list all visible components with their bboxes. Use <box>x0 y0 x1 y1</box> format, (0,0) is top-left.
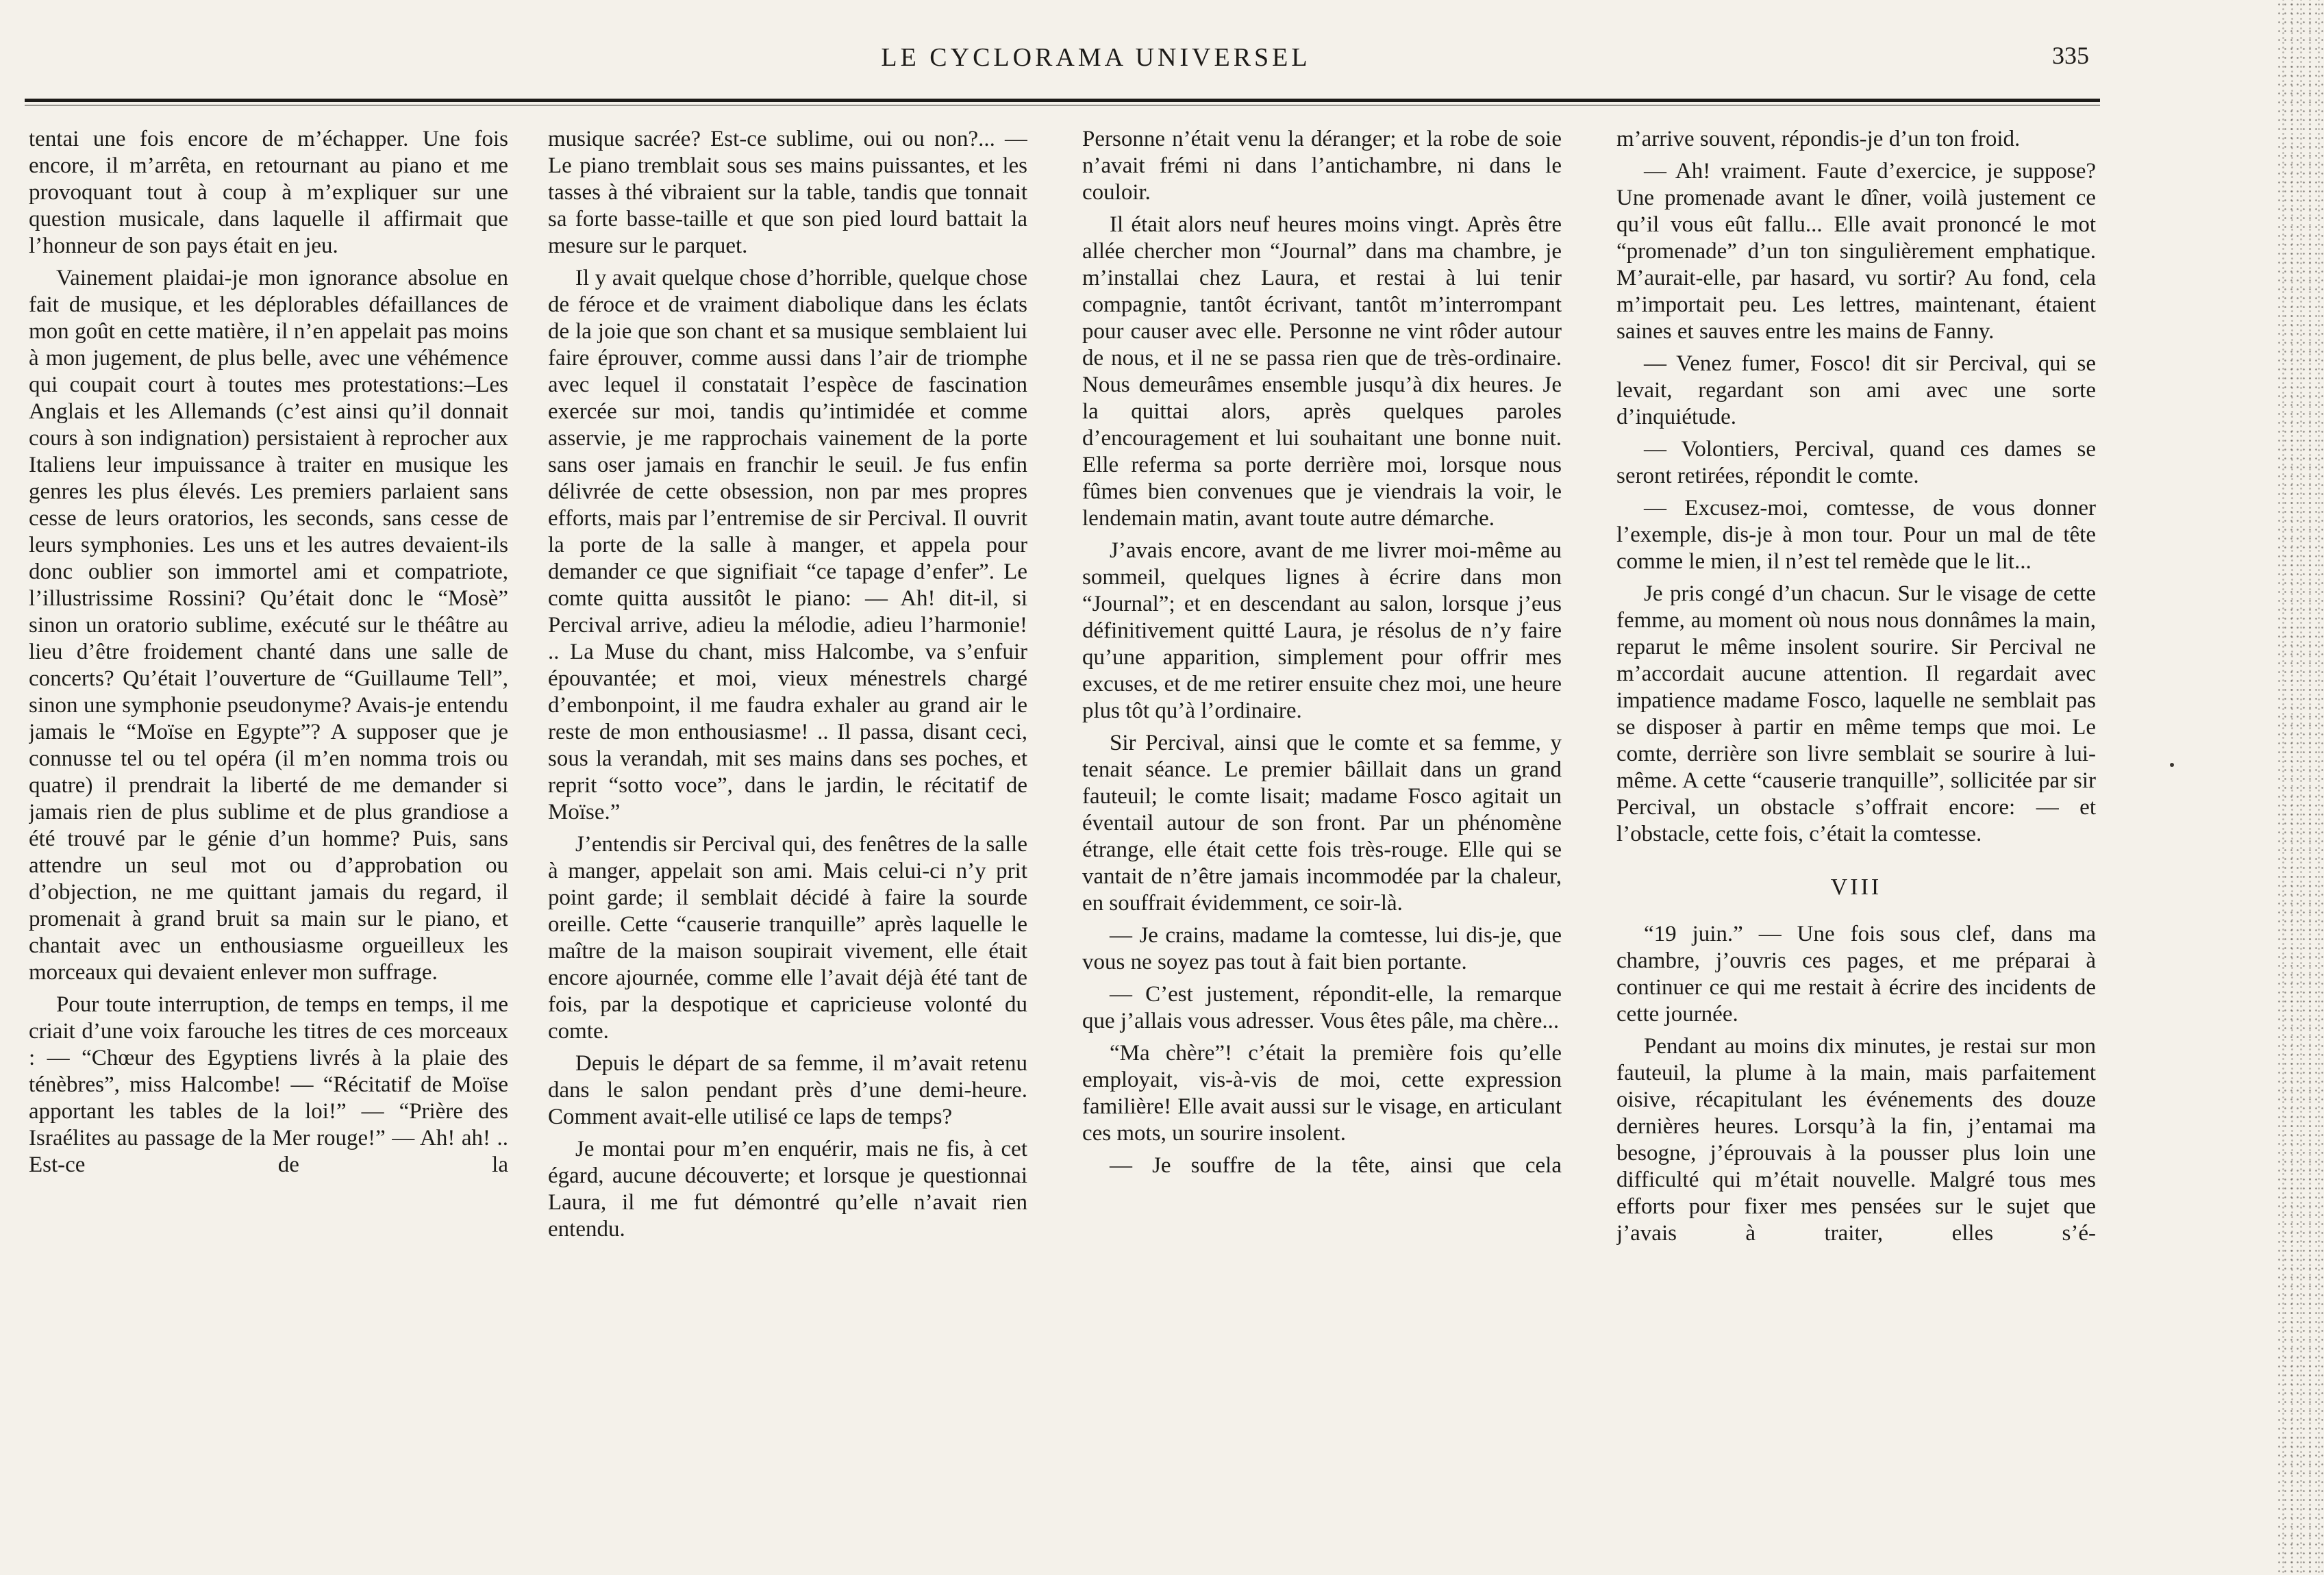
text-column-3 <box>1082 126 1562 1372</box>
paragraph: Pour toute interruption, de temps en temps, il me criait d’une voix farouche les titres de ces morceaux : — “Chœur des Egyptiens livrés à la plaie des ténèbres”, miss Halcombe! — “Récitatif de Moïse apportant les tables de la loi!” — “Prière des Israélites au passage de la Mer rouge!” — Ah! ah! .. Est-ce de la <box>29 992 508 1177</box>
header-rule-thick <box>25 99 2100 102</box>
page-number: 335 <box>2052 42 2089 69</box>
paragraph: Pendant au moins dix minutes, je restai sur mon fauteuil, la plume à la main, mais parfaitement oisive, récapitulant les événements des douze dernières heures. Lorsqu’à la fin, j’entamai ma besogne, j’éprouvais à la pousser plus loin une difficulté qui m’était nouvelle. Malgré tous mes efforts pour fixer mes pensées sur le sujet que j’avais à traiter, elles s’é- <box>1616 1034 2096 1246</box>
paragraph: Il était alors neuf heures moins vingt. Après être allée chercher mon “Journal” dans ma chambre, je m’installai chez Laura, et restai à lui tenir compagnie, tantôt écrivant, tantôt m’interrompant pour causer avec elle. Personne ne vint rôder autour de nous, et il ne se passa rien que de très-ordinaire. Nous demeurâmes ensemble jusqu’à dix heures. Je la quittai alors, après quelques paroles d’encouragement et lui souhaitant une bonne nuit. Elle referma sa porte derrière moi, lorsque nous fûmes bien convenues que je viendrais la voir, le lendemain matin, avant toute autre démarche. <box>1082 212 1562 531</box>
paragraph: Je pris congé d’un chacun. Sur le visage de cette femme, au moment où nous nous donnâmes la main, reparut le même insolent sourire. Sir Percival ne m’accordait aucune attention. Il regardait avec impatience madame Fosco, laquelle ne semblait pas se disposer à partir en même temps que moi. Le comte, derrière son livre semblait se sourire à lui-même. A cette “causerie tranquille”, sollicitée par sir Percival, un obstacle s’offrait encore: — et l’obstacle, cette fois, c’était la comtesse. <box>1616 581 2096 846</box>
paragraph: Je montai pour m’en enquérir, mais ne fis, à cet égard, aucune découverte; et lorsque je questionnai Laura, il me fut démontré qu’elle n’avait rien entendu. <box>548 1137 1027 1242</box>
text-column-1 <box>29 126 508 1372</box>
paragraph: — Volontiers, Percival, quand ces dames se seront retirées, répondit le comte. <box>1616 437 2096 488</box>
paragraph: Depuis le départ de sa femme, il m’avait retenu dans le salon pendant près d’une demi-heure. Comment avait-elle utilisé ce laps de temps? <box>548 1051 1027 1129</box>
paragraph: — Je crains, madame la comtesse, lui dis-je, que vous ne soyez pas tout à fait bien portante. <box>1082 923 1562 974</box>
scan-margin-noise <box>2276 0 2324 1575</box>
paragraph: — Venez fumer, Fosco! dit sir Percival, qui se levait, regardant son ami avec une sorte d’inquiétude. <box>1616 351 2096 429</box>
running-title: LE CYCLORAMA UNIVERSEL <box>881 43 1311 72</box>
paragraph: J’avais encore, avant de me livrer moi-même au sommeil, quelques lignes à écrire dans mon “Journal”; et en descendant au salon, lorsque j’eus définitivement quitté Laura, je résolus de n’y faire qu’une apparition, simplement pour offrir mes excuses, et de me retirer ensuite chez moi, une heure plus tôt qu’à l’ordinaire. <box>1082 538 1562 723</box>
paragraph: Sir Percival, ainsi que le comte et sa femme, y tenait séance. Le premier bâillait dans un grand fauteuil; le comte lisait; madame Fosco agitait un éventail autour de son front. Par un phénomène étrange, elle était cette fois très-rouge. Elle qui se vantait de n’être jamais incommodée par la chaleur, en souffrait évidemment, ce soir-là. <box>1082 731 1562 916</box>
paragraph: Personne n’était venu la déranger; et la robe de soie n’avait frémi ni dans l’antichambre, ni dans le couloir. <box>1082 127 1562 205</box>
paragraph: m’arrive souvent, répondis-je d’un ton froid. <box>1616 127 2021 151</box>
paragraph: “19 juin.” — Une fois sous clef, dans ma chambre, j’ouvris ces pages, et me préparai à continuer ce qui me restait à écrire des incidents de cette journée. <box>1616 922 2096 1026</box>
paragraph: “Ma chère”! c’était la première fois qu’elle employait, vis-à-vis de moi, cette expression familière! Elle avait aussi sur le visage, en articulant ces mots, un sourire insolent. <box>1082 1041 1562 1146</box>
paragraph: — Ah! vraiment. Faute d’exercice, je suppose? Une promenade avant le dîner, voilà justement ce qu’il vous eût fallu... Elle avait prononcé le mot “promenade” d’un ton singulièrement emphatique. M’aurait-elle, par hasard, vu sortir? Au fond, cela m’importait peu. Les lettres, maintenant, étaient saines et sauves entre les mains de Fanny. <box>1616 159 2096 344</box>
paragraph: Il y avait quelque chose d’horrible, quelque chose de féroce et de vraiment diabolique dans les éclats de la joie que son chant et sa musique semblaient lui faire éprouver, comme aussi dans l’air de triomphe avec lequel il constatait l’espèce de fascination exercée sur moi, tandis qu’intimidée et comme asservie, je me rapprochais vainement de la porte sans oser jamais en franchir le seuil. Je fus enfin délivrée de cette obsession, non par mes propres efforts, mais par l’entremise de sir Percival. Il ouvrit la porte de la salle à manger, et appela pour demander ce que signifiait “ce tapage d’enfer”. Le comte quitta aussitôt le piano: — Ah! dit-il, si Percival arrive, adieu la mélodie, adieu l’harmonie! .. La Muse du chant, miss Halcombe, va s’enfuir épouvantée; et moi, vieux ménestrels chargé d’embonpoint, il me faudra exhaler au grand air le reste de mon enthousiasme! .. Il passa, disant ceci, sous la verandah, mit ses mains dans ses poches, et reprit “sotto voce”, dans le jardin, le récitatif de Moïse.” <box>548 266 1027 824</box>
paragraph: J’entendis sir Percival qui, des fenêtres de la salle à manger, appelait son ami. Mais celui-ci n’y prit point garde; il semblait décidé à faire la sourde oreille. Cette “causerie tranquille” après laquelle le maître de la maison soupirait vivement, elle était encore ajournée, comme elle l’avait déjà été tant de fois, par la despotique et capricieuse volonté du comte. <box>548 832 1027 1044</box>
text-column-2 <box>548 126 1027 1372</box>
paragraph: — Je souffre de la tête, ainsi que cela <box>1110 1153 1562 1178</box>
paragraph: musique sacrée? Est-ce sublime, oui ou non?... — Le piano tremblait sous ses mains puissantes, et les tasses à thé vibraient sur la table, tandis que tonnait sa forte basse-taille et que son pied lourd battait la mesure sur le parquet. <box>548 127 1027 258</box>
paragraph: — Excusez-moi, comtesse, de vous donner l’exemple, dis-je à mon tour. Pour un mal de tête comme le mien, il n’est tel remède que le lit... <box>1616 496 2096 574</box>
paragraph: tentai une fois encore de m’échapper. Une fois encore, il m’arrêta, en retournant au piano et me provoquant tout à coup à m’expliquer sur une question musicale, dans laquelle il affirmait que l’honneur de son pays était en jeu. <box>29 127 508 258</box>
ink-speck <box>2170 763 2174 767</box>
paragraph: — C’est justement, répondit-elle, la remarque que j’allais vous adresser. Vous êtes pâle, ma chère... <box>1082 982 1562 1033</box>
paragraph: Vainement plaidai-je mon ignorance absolue en fait de musique, et les déplorables défaillances de mon goût en cette matière, il n’en appelait pas moins à mon jugement, de plus belle, avec une véhémence qui coupait court à toutes mes protestations:–Les Anglais et les Allemands (c’est ainsi qu’il donnait cours à son indignation) persistaient à reprocher aux Italiens leur impuissance à traiter en musique les genres les plus élevés. Les premiers parlaient sans cesse de leurs oratorios, les seconds, sans cesse de leurs symphonies. Les uns et les autres devaient-ils donc oublier son immortel ami et compatriote, l’illustrissime Rossini? Qu’était donc le “Mosè” sinon un oratorio sublime, exécuté sur le théâtre au lieu d’être froidement chanté dans une salle de concerts? Qu’était l’ouverture de “Guillaume Tell”, sinon une symphonie pseudonyme? Avais-je entendu jamais le “Moïse en Egypte”? A supposer que je connusse tel ou tel opéra (il m’en nomma trois ou quatre) il prendrait la liberté de me demander si jamais rien de plus sublime et de plus grandiose a été trouvé par le génie d’un homme? Puis, sans attendre un seul mot ou d’approbation ou d’objection, ne me quittant jamais du regard, il promenait à grand bruit sa main sur le piano, et chantait avec un enthousiasme orgueilleux les morceaux qui devaient enlever mon suffrage. <box>29 266 508 985</box>
chapter-heading: VIII <box>1830 874 1882 900</box>
text-column-4 <box>1616 126 2096 1372</box>
